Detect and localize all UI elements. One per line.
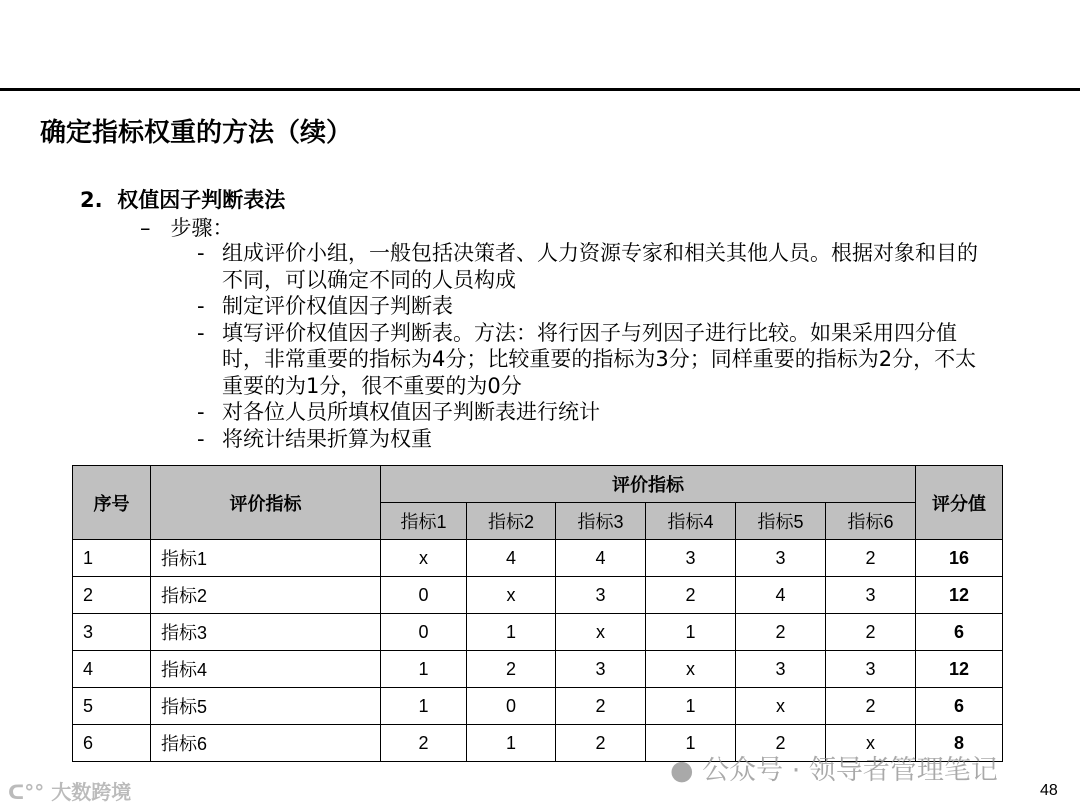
header-rule [0,88,1080,91]
cell-value: 3 [736,540,826,577]
step-label: – 步骤： [140,216,234,240]
cell-score: 16 [916,540,1003,577]
step-item: - 对各位人员所填权值因子判断表进行统计 [197,400,600,424]
step-text: 对各位人员所填权值因子判断表进行统计 [222,400,600,424]
step-item: - 填写评价权值因子判断表。方法：将行因子与列因子进行比较。如果采用四分值时，非常重要的指标为4分；比较重要的指标为3分；同样重要的指标为2分，不太重要的为1分，很不重要的为0分 [197,320,997,400]
header-col: 指标5 [736,503,826,540]
cell-value: 2 [826,614,916,651]
cell-name: 指标5 [151,688,381,725]
cell-score: 12 [916,577,1003,614]
cell-score: 8 [916,725,1003,762]
cell-score: 6 [916,688,1003,725]
watermark-text: 公众号 · 领导者管理笔记 [702,755,998,786]
weight-table [72,465,1003,762]
cell-value: 3 [556,577,646,614]
cell-value: 1 [381,688,467,725]
cell-value: x [826,725,916,762]
cell-value: 2 [736,725,826,762]
header-indicator: 评价指标 [151,466,381,540]
header-col: 指标4 [646,503,736,540]
section-title: 权值因子判断表法 [117,188,286,212]
cell-value: 3 [826,651,916,688]
cell-value: 2 [826,540,916,577]
table-row [73,577,1003,614]
page-title: 确定指标权重的方法（续） [40,118,353,148]
cell-score: 6 [916,614,1003,651]
table-row [73,651,1003,688]
step-item: - 将统计结果折算为权重 [197,426,432,451]
watermark: ● 公众号 · 领导者管理笔记 [670,755,998,786]
cell-name: 指标3 [151,614,381,651]
cell-value: 3 [646,540,736,577]
header-col: 指标1 [381,503,467,540]
cell-value: 2 [556,725,646,762]
cell-value: 2 [381,725,467,762]
header-col: 指标2 [467,503,556,540]
cell-value: 3 [826,577,916,614]
cell-score: 12 [916,651,1003,688]
cell-seq: 4 [73,651,151,688]
header-score: 评分值 [916,466,1003,540]
cell-value: x [556,614,646,651]
cell-value: x [646,651,736,688]
cell-value: 2 [826,688,916,725]
cell-seq: 1 [73,540,151,577]
cell-value: 0 [467,688,556,725]
step-text: 制定评价权值因子判断表 [222,294,453,318]
step-text: 填写评价权值因子判断表。方法：将行因子与列因子进行比较。如果采用四分值时，非常重要的指标为4分；比较重要的指标为3分；同样重要的指标为2分，不太重要的为1分，很不重要的为0分 [222,320,977,398]
cell-value: 1 [467,614,556,651]
section-number: 2. [80,188,103,212]
cell-value: 2 [556,688,646,725]
cell-seq: 2 [73,577,151,614]
cell-seq: 5 [73,688,151,725]
cell-name: 指标4 [151,651,381,688]
step-label-text: 步骤： [170,216,234,240]
cell-value: 3 [736,651,826,688]
page-number: 48 [1040,782,1058,799]
cell-value: 2 [467,651,556,688]
step-text: 组成评价小组，一般包括决策者、人力资源专家和相关其他人员。根据对象和目的不同，可以确定不同的人员构成 [222,241,978,292]
step-item: - 制定评价权值因子判断表 [197,294,453,318]
cell-value: 1 [646,688,736,725]
cell-value: 4 [556,540,646,577]
cell-name: 指标6 [151,725,381,762]
cell-value: 1 [646,614,736,651]
cell-value: 2 [646,577,736,614]
cell-value: 2 [736,614,826,651]
cell-value: 1 [467,725,556,762]
header-seq: 序号 [73,466,151,540]
section-heading [80,184,285,214]
cell-value: 4 [467,540,556,577]
cell-value: x [381,540,467,577]
cell-value: x [467,577,556,614]
step-text: 将统计结果折算为权重 [222,426,432,451]
cell-value: 4 [736,577,826,614]
logo: ᑕ°° 大数跨境 [8,780,132,804]
logo-text: 大数跨境 [51,780,132,804]
step-item: - 组成评价小组，一般包括决策者、人力资源专家和相关其他人员。根据对象和目的不同，可以确定不同的人员构成 [197,240,997,293]
cell-value: 3 [556,651,646,688]
cell-name: 指标1 [151,540,381,577]
header-group: 评价指标 [381,466,916,503]
header-col: 指标6 [826,503,916,540]
cell-value: 1 [381,651,467,688]
cell-value: 1 [646,725,736,762]
header-col: 指标3 [556,503,646,540]
cell-seq: 3 [73,614,151,651]
cell-name: 指标2 [151,577,381,614]
cell-value: 0 [381,577,467,614]
cell-value: 0 [381,614,467,651]
steps-list [197,240,997,452]
table-row [73,540,1003,577]
cell-seq: 6 [73,725,151,762]
table-row [73,688,1003,725]
table-row [73,614,1003,651]
cell-value: x [736,688,826,725]
